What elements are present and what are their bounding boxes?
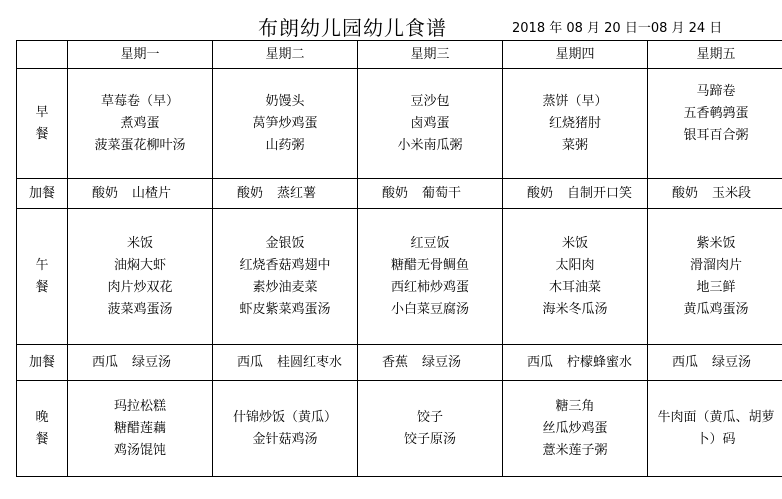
dish: 糖三角 (555, 398, 595, 414)
dish: 木耳油菜 (548, 279, 601, 295)
breakfast-row (17, 69, 782, 179)
snack2-cell-fri (648, 345, 782, 381)
dish: 卤鸡蛋 (410, 115, 450, 131)
dish: 草莓卷（早） (100, 93, 179, 109)
dish: 五香鹌鹑蛋 (683, 106, 749, 121)
dish: 菜粥 (561, 137, 588, 153)
dish: 柠檬蜂蜜水 (567, 354, 633, 370)
dish: 饺子 (416, 409, 443, 425)
dish: 牛肉面（黄瓜、胡萝 (657, 409, 775, 425)
dish: 蒸红薯 (277, 185, 317, 201)
dish: 菠菜鸡蛋汤 (107, 301, 173, 317)
dish: 糖醋莲藕 (113, 420, 166, 436)
snack1-cell-mon (68, 179, 213, 209)
snack1-row (17, 179, 782, 209)
meal-label-char: 晚 (35, 409, 49, 425)
dish: 西瓜 (672, 354, 699, 370)
dish: 小白菜豆腐汤 (390, 301, 469, 317)
dish: 玛拉松糕 (113, 398, 166, 414)
dish: 地三鲜 (696, 279, 736, 295)
snack2-row (17, 345, 782, 381)
dish: 丝瓜炒鸡蛋 (542, 420, 608, 436)
meal-label-char: 餐 (35, 431, 49, 447)
breakfast-cell-thu (503, 69, 648, 179)
breakfast-cell-wed (358, 69, 503, 179)
dish: 酸奶 (237, 185, 264, 201)
snack2-cell-thu (503, 345, 648, 381)
dish: 西瓜 (237, 354, 264, 370)
meal-label-char: 早 (35, 104, 49, 120)
dish: 香蕉 (382, 354, 409, 370)
meal-label-dinner (17, 381, 68, 477)
dish: 红烧猪肘 (548, 115, 601, 131)
dish: 自制开口笑 (567, 185, 633, 201)
dinner-cell-mon (68, 381, 213, 477)
menu-table (16, 40, 782, 477)
dish: 海米冬瓜汤 (542, 301, 608, 317)
dish: 肉片炒双花 (107, 279, 173, 295)
dish: 奶馒头 (265, 93, 305, 109)
dish: 太阳肉 (555, 257, 595, 273)
breakfast-cell-mon (68, 69, 213, 179)
lunch-cell-fri (648, 209, 782, 345)
dish: 西红柿炒鸡蛋 (390, 279, 469, 295)
dish: 薏米莲子粥 (542, 442, 608, 458)
dish: 蒸饼（早） (542, 93, 608, 109)
dish: 什锦炒饭（黄瓜） (232, 409, 337, 425)
day-header: 星期四 (503, 41, 648, 69)
dish: 玉米段 (712, 185, 752, 201)
meal-label-char: 午 (35, 257, 49, 273)
breakfast-cell-tue (213, 69, 358, 179)
dish: 山楂片 (132, 185, 172, 201)
snack1-cell-thu (503, 179, 648, 209)
dish: 豆沙包 (410, 93, 450, 109)
dish: 滑溜肉片 (689, 257, 742, 273)
header (258, 12, 778, 42)
dish: 绿豆汤 (422, 354, 462, 370)
snack1-cell-wed (358, 179, 503, 209)
dish: 莴笋炒鸡蛋 (252, 115, 318, 131)
dinner-cell-wed (358, 381, 503, 477)
day-header: 星期二 (213, 41, 358, 69)
dinner-cell-fri (648, 381, 782, 477)
dish: 西瓜 (92, 354, 119, 370)
page-title: 布朗幼儿园幼儿食谱 (258, 16, 447, 40)
dish: 红豆饭 (410, 235, 450, 251)
table-header-row (17, 41, 782, 69)
breakfast-cell-fri (648, 69, 782, 179)
dish: 小米南瓜粥 (397, 137, 463, 153)
dish: 卜）码 (696, 431, 736, 447)
meal-label-breakfast (17, 69, 68, 179)
day-header: 星期一 (68, 41, 213, 69)
dinner-cell-tue (213, 381, 358, 477)
dish: 紫米饭 (696, 235, 736, 251)
date-range: 2018 年 08 月 20 日一08 月 24 日 (512, 21, 723, 36)
lunch-row (17, 209, 782, 345)
dish: 桂圆红枣水 (277, 354, 343, 370)
snack1-cell-fri (648, 179, 782, 209)
dish: 酸奶 (527, 185, 554, 201)
snack2-cell-tue (213, 345, 358, 381)
snack2-cell-wed (358, 345, 503, 381)
lunch-cell-tue (213, 209, 358, 345)
dish: 绿豆汤 (132, 354, 172, 370)
snack1-cell-tue (213, 179, 358, 209)
dinner-cell-thu (503, 381, 648, 477)
meal-label-char: 餐 (35, 126, 49, 142)
dish: 绿豆汤 (712, 354, 752, 370)
day-header: 星期三 (358, 41, 503, 69)
dish: 黄瓜鸡蛋汤 (683, 301, 749, 317)
dish: 鸡汤馄饨 (113, 442, 166, 458)
lunch-cell-thu (503, 209, 648, 345)
dish: 葡萄干 (422, 185, 462, 201)
lunch-cell-wed (358, 209, 503, 345)
dish: 金银饭 (265, 235, 305, 251)
corner-cell (17, 41, 68, 69)
meal-label-snack1: 加餐 (17, 179, 68, 209)
day-header: 星期五 (648, 41, 782, 69)
dish: 虾皮紫菜鸡蛋汤 (239, 301, 331, 317)
dish: 糖醋无骨鲷鱼 (390, 257, 469, 273)
dish: 银耳百合粥 (683, 128, 749, 143)
dish: 米饭 (126, 235, 153, 251)
dish: 金针菇鸡汤 (252, 431, 318, 447)
dish: 米饭 (561, 235, 588, 251)
snack2-cell-mon (68, 345, 213, 381)
dish: 酸奶 (672, 185, 699, 201)
dish: 马蹄卷 (696, 84, 736, 99)
dish: 素炒油麦菜 (252, 279, 318, 295)
dish: 酸奶 (92, 185, 119, 201)
dish: 酸奶 (382, 185, 409, 201)
dish: 山药粥 (265, 137, 305, 153)
meal-label-snack2: 加餐 (17, 345, 68, 381)
meal-label-lunch (17, 209, 68, 345)
dish: 煮鸡蛋 (120, 115, 160, 131)
dish: 饺子原汤 (403, 431, 456, 447)
dish: 西瓜 (527, 354, 554, 370)
dinner-row (17, 381, 782, 477)
meal-label-char: 餐 (35, 279, 49, 295)
dish: 红烧香菇鸡翅中 (239, 257, 331, 273)
lunch-cell-mon (68, 209, 213, 345)
dish: 菠菜蛋花柳叶汤 (94, 137, 186, 153)
dish: 油焖大虾 (113, 257, 166, 273)
